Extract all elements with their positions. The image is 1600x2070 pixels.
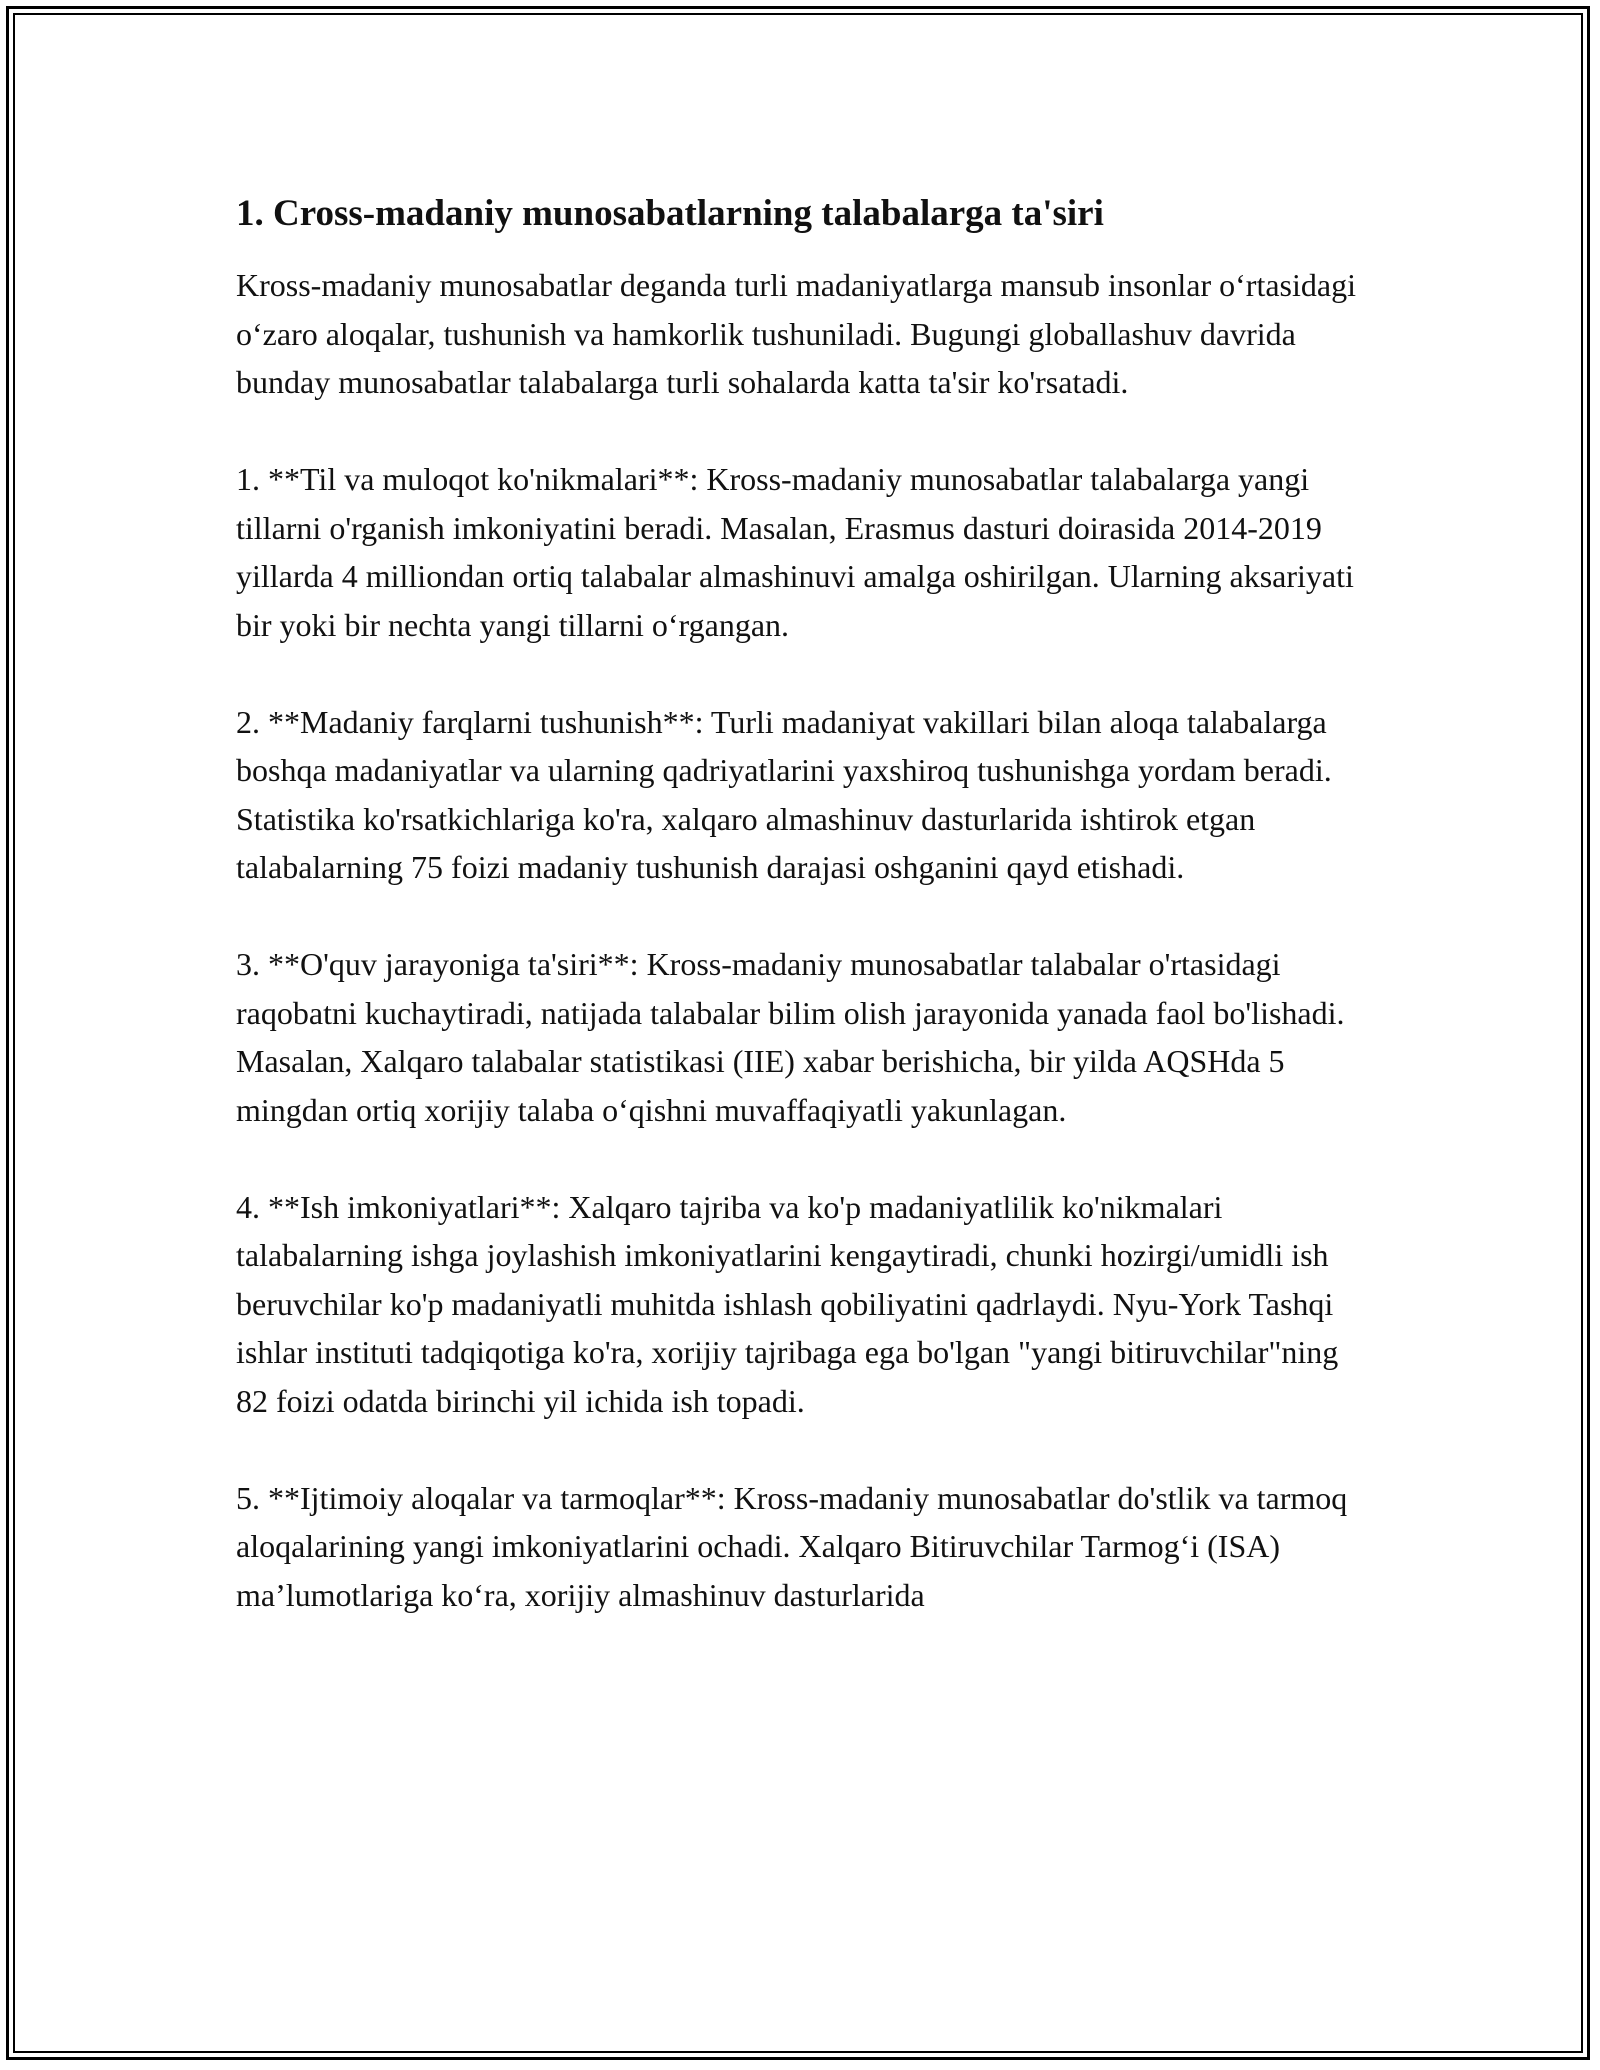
document-title: 1. Cross-madaniy munosabatlarning talabalarga ta'siri <box>236 193 1104 234</box>
document-body <box>236 185 1376 1619</box>
list-item-4: 4. **Ish imkoniyatlari**: Xalqaro tajriba va ko'p madaniyatlilik ko'nikmalari talabalarning ishga joylashish imkoniyatlarini kengaytiradi, chunki hozirgi/umidli ish beruvchilar ko'p madaniyatli muhitda ishlash qobiliyatini qadrlaydi. Nyu-York Tashqi ishlar instituti tadqiqotiga ko'ra, xorijiy tajribaga ega bo'lgan "yangi bitiruvchilar"ning 82 foizi odatda birinchi yil ichida ish topadi. <box>236 1188 1339 1419</box>
intro-paragraph: Kross-madaniy munosabatlar deganda turli madaniyatlarga mansub insonlar o‘rtasidagi o‘zaro aloqalar, tushunish va hamkorlik tushuniladi. Bugungi globallashuv davrida bunday munosabatlar talabalarga turli sohalarda katta ta'sir ko'rsatadi. <box>236 267 1356 400</box>
list-item-1: 1. **Til va muloqot ko'nikmalari**: Kross-madaniy munosabatlar talabalarga yangi tillarni o'rganish imkoniyatini beradi. Masalan, Erasmus dasturi doirasida 2014-2019 yillarda 4 milliondan ortiq talabalar almashinuvi amalga oshirilgan. Ularning aksariyati bir yoki bir nechta yangi tillarni o‘rgangan. <box>236 461 1354 643</box>
list-item-3: 3. **O'quv jarayoniga ta'siri**: Kross-madaniy munosabatlar talabalar o'rtasidagi raqobatni kuchaytiradi, natijada talabalar bilim olish jarayonida yanada faol bo'lishadi. Masalan, Xalqaro talabalar statistikasi (IIE) xabar berishicha, bir yilda AQSHda 5 mingdan ortiq xorijiy talaba o‘qishni muvaffaqiyatli yakunlagan. <box>236 946 1345 1128</box>
list-item-2: 2. **Madaniy farqlarni tushunish**: Turli madaniyat vakillari bilan aloqa talabalarga boshqa madaniyatlar va ularning qadriyatlarini yaxshiroq tushunishga yordam beradi. Statistika ko'rsatkichlariga ko'ra, xalqaro almashinuv dasturlarida ishtirok etgan talabalarning 75 foizi madaniy tushunish darajasi oshganini qayd etishadi. <box>236 703 1332 885</box>
list-item-5: 5. **Ijtimoiy aloqalar va tarmoqlar**: Kross-madaniy munosabatlar do'stlik va tarmoq aloqalarining yangi imkoniyatlarini ochadi. Xalqaro Bitiruvchilar Tarmog‘i (ISA) ma’lumotlariga ko‘ra, xorijiy almashinuv dasturlarida <box>236 1479 1348 1613</box>
